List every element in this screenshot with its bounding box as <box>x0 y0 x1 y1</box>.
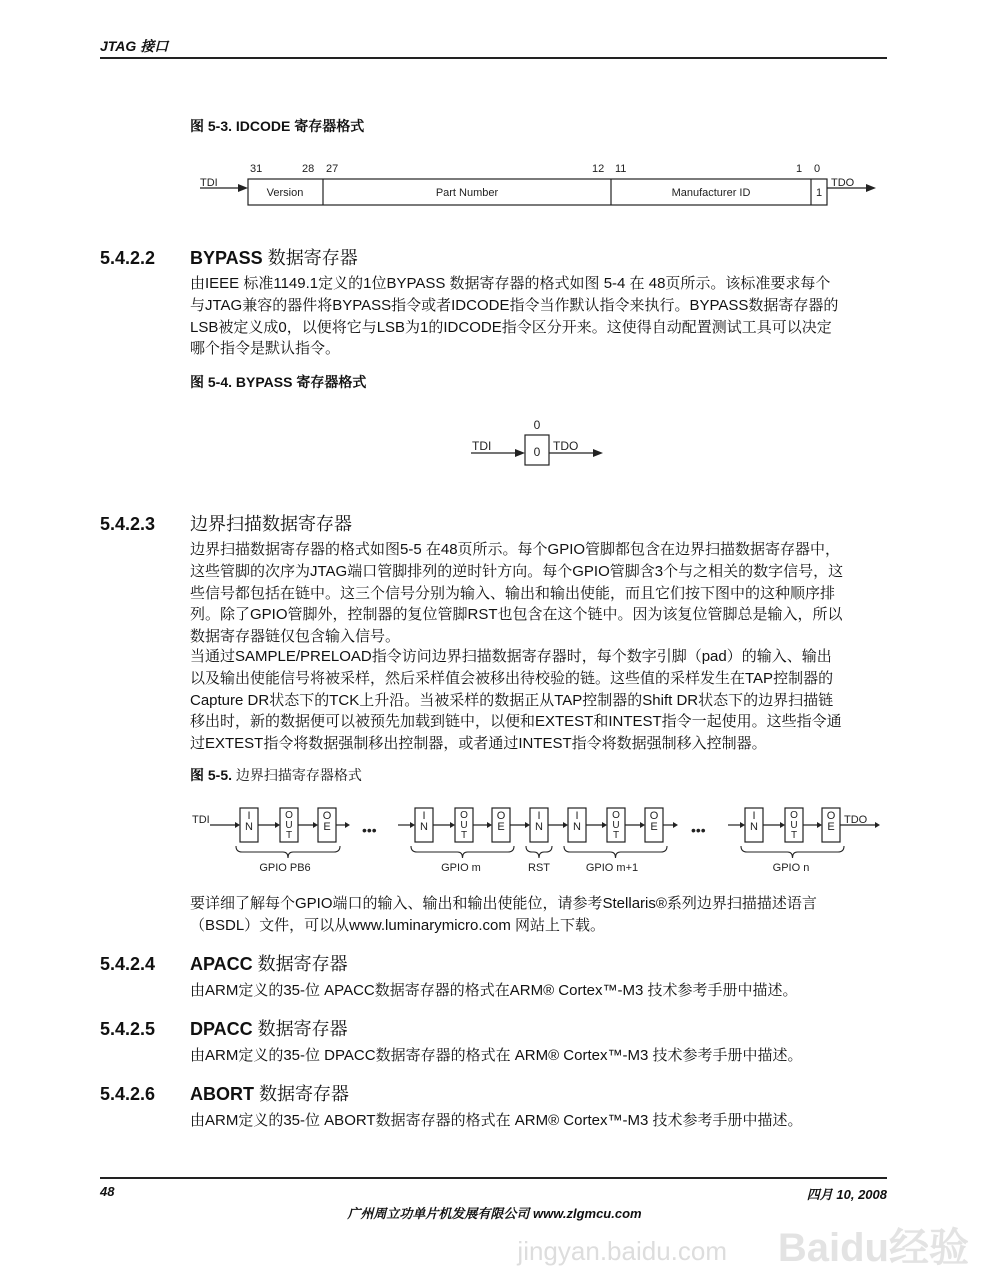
arrowhead <box>235 822 240 828</box>
caption-number: 图 5-3. <box>190 118 233 134</box>
section-title: 数据寄存器 <box>252 1019 348 1039</box>
text-line: Capture DR状态下的TCK上升沿。当被采样的数据正从TAP控制器的Shift DR状态下的边界扫描链 <box>190 691 834 709</box>
field-manufacturer-id: Manufacturer ID <box>671 187 751 199</box>
abort-text: 由ARM定义的35-位 ABORT数据寄存器的格式在 ARM® Cortex™-M3 技术参考手册中描述。 <box>190 1112 803 1129</box>
arrowhead <box>487 822 492 828</box>
idcode-register-diagram <box>190 155 890 215</box>
bit-1: 1 <box>796 163 803 175</box>
group-brace <box>526 846 552 858</box>
boundary-scan-chain-diagram <box>0 795 989 885</box>
arrowhead <box>525 822 530 828</box>
cell-label-in: IN <box>748 810 760 832</box>
arrowhead <box>450 822 455 828</box>
text-line: 要详细了解每个GPIO端口的输入、输出和输出使能位，请参考Stellaris®系列边界扫描描述语言 <box>190 895 817 912</box>
dpacc-text: 由ARM定义的35-位 DPACC数据寄存器的格式在 ARM® Cortex™-M3 技术参考手册中描述。 <box>190 1047 803 1064</box>
arrowhead <box>740 822 745 828</box>
bit-0: 0 <box>533 418 541 432</box>
arrowhead <box>673 822 678 828</box>
group-label-rst: RST <box>528 862 550 874</box>
tdi-label: TDI <box>472 439 492 453</box>
arrowhead <box>602 822 607 828</box>
field-version: Version <box>266 187 304 199</box>
bit-12: 12 <box>592 163 605 175</box>
section-number: 5.4.2.3 <box>100 514 156 534</box>
text-line: 些信号都包括在链中。这三个信号分别为输入、输出和输出使能，而且它们按下图中的这种顺序排 <box>190 584 836 602</box>
cell-label-in: IN <box>571 810 583 832</box>
bypass-register-diagram <box>465 415 615 475</box>
text-line: 哪个指令是默认指令。 <box>190 340 341 358</box>
text-line: 以及输出使能信号将被采样，然后采样值会被移出待校验的链。这些值的采样发生在TAP控制器的 <box>190 669 834 687</box>
group-label-gpio-pb6: GPIO PB6 <box>259 862 311 874</box>
group-label-gpio-m: GPIO m <box>441 862 481 874</box>
text-line: 移出时，新的数据便可以被预先加载到链中，以便和EXTEST和INTEST指令一起使用。这些指令通 <box>190 713 842 731</box>
footer-company: 广州周立功单片机发展有限公司 www.zlgmcu.com <box>347 1206 642 1221</box>
ellipsis: ••• <box>691 822 706 838</box>
ellipsis: ••• <box>362 822 377 838</box>
bit-0: 0 <box>814 163 821 175</box>
section-title-bold: DPACC <box>190 1019 253 1039</box>
section-number: 5.4.2.4 <box>100 954 156 974</box>
boundary-scan-paragraph-2 <box>190 646 842 755</box>
caption-number: 图 5-5. <box>190 767 233 783</box>
section-5-4-2-5-heading <box>100 1015 348 1041</box>
apacc-text: 由ARM定义的35-位 APACC数据寄存器的格式在ARM® Cortex™-M3 技术参考手册中描述。 <box>190 982 798 999</box>
text-line: 边界扫描数据寄存器的格式如图5-5 在48页所示。每个GPIO管脚都包含在边界扫描数据寄存器中， <box>190 541 841 558</box>
bit-31: 31 <box>250 163 263 175</box>
arrowhead <box>875 822 880 828</box>
section-title: 数据寄存器 <box>254 1084 350 1104</box>
cell-label-in: IN <box>418 810 430 832</box>
cell-label-out: OUT <box>283 810 295 840</box>
tdo-label: TDO <box>553 439 579 453</box>
page-number: 48 <box>100 1184 115 1199</box>
tdi-label: TDI <box>192 814 210 826</box>
text-line: 由IEEE 标准1149.1定义的1位BYPASS 数据寄存器的格式如图 5-4 在 48页所示。该标准要求每个 <box>190 275 831 292</box>
text-line: （BSDL）文件，可以从www.luminarymicro.com 网站上下载。 <box>190 916 606 934</box>
arrowhead <box>410 822 415 828</box>
text-line: LSB被定义成0，以便将它与LSB为1的IDCODE指令区分开来。这使得自动配置测试工具可以决定 <box>190 318 832 336</box>
figure-caption-5-5 <box>190 765 362 785</box>
text-line: 数据寄存器链仅包含输入信号。 <box>190 628 401 646</box>
footer-date: 四月 10, 2008 <box>806 1187 887 1202</box>
section-5-4-2-4-heading <box>100 950 348 976</box>
text-line: 过EXTEST指令将数据强制移出控制器，或者通过INTEST指令将数据强制移入控制器。 <box>190 735 767 753</box>
group-label-gpio-m-plus-1: GPIO m+1 <box>585 862 639 874</box>
field-lsb: 1 <box>815 187 823 199</box>
bypass-paragraph <box>190 273 838 360</box>
section-title-bold: BYPASS <box>190 248 263 268</box>
section-title: 边界扫描数据寄存器 <box>190 514 352 534</box>
cell-label-in: IN <box>533 810 545 832</box>
section-number: 5.4.2.6 <box>100 1084 156 1104</box>
caption-text: BYPASS 寄存器格式 <box>235 374 367 390</box>
arrowhead <box>563 822 568 828</box>
section-title: 数据寄存器 <box>262 248 358 268</box>
text-line: 与JTAG兼容的器件将BYPASS指令或者IDCODE指令当作默认指令来执行。BYPASS数据寄存器的 <box>190 296 839 314</box>
cell-label-out: OUT <box>610 810 622 840</box>
cell-label-in: IN <box>243 810 255 832</box>
section-5-4-2-2-heading <box>100 244 358 270</box>
figure-caption-5-4 <box>190 372 366 392</box>
caption-text: 边界扫描寄存器格式 <box>235 767 362 783</box>
cell-label-out: OUT <box>458 810 470 840</box>
text-line: 列。除了GPIO管脚外，控制器的复位管脚RST也包含在这个链中。因为该复位管脚总是输入，所以 <box>190 606 843 624</box>
bit-28: 28 <box>302 163 315 175</box>
arrowhead <box>640 822 645 828</box>
bit-11: 11 <box>615 163 627 175</box>
field-part-number: Part Number <box>435 187 499 199</box>
figure-caption-5-3 <box>190 116 364 136</box>
tdo-label: TDO <box>844 814 868 826</box>
boundary-scan-paragraph-1 <box>190 539 843 648</box>
cell-label-oe: OE <box>825 810 837 832</box>
text-line: 当通过SAMPLE/PRELOAD指令访问边界扫描数据寄存器时，每个数字引脚（pad）的输入、输出 <box>190 648 832 665</box>
section-title-bold: ABORT <box>190 1084 254 1104</box>
arrowhead <box>817 822 822 828</box>
group-brace <box>236 846 340 858</box>
group-brace <box>741 846 844 858</box>
bsdl-paragraph <box>190 893 817 937</box>
cell-label-oe: OE <box>495 810 507 832</box>
group-brace <box>564 846 667 858</box>
cell-label-oe: OE <box>648 810 660 832</box>
tdo-label: TDO <box>831 177 855 189</box>
arrowhead <box>780 822 785 828</box>
section-title-bold: APACC <box>190 954 253 974</box>
section-number: 5.4.2.5 <box>100 1019 156 1039</box>
caption-number: 图 5-4. <box>190 374 233 390</box>
running-header: JTAG 接口 <box>100 38 169 54</box>
caption-text: IDCODE 寄存器格式 <box>235 118 365 134</box>
bit-27: 27 <box>326 163 339 175</box>
arrowhead <box>313 822 318 828</box>
text-line: 这些管脚的次序为JTAG端口管脚排列的逆时针方向。每个GPIO管脚含3个与之相关的数字信号，这 <box>190 562 844 580</box>
section-5-4-2-3-heading <box>100 510 352 536</box>
cell-label-oe: OE <box>321 810 333 832</box>
watermark-url: jingyan.baidu.com <box>517 1236 727 1266</box>
tdi-label: TDI <box>200 177 218 189</box>
watermark-logo: Baidu经验 <box>777 1226 969 1270</box>
footer-rule <box>100 1177 887 1179</box>
section-number: 5.4.2.2 <box>100 248 156 268</box>
arrowhead <box>275 822 280 828</box>
group-brace <box>411 846 514 858</box>
bypass-value: 0 <box>533 445 541 459</box>
header-rule <box>100 57 887 59</box>
section-title: 数据寄存器 <box>252 954 348 974</box>
cell-label-out: OUT <box>788 810 800 840</box>
arrowhead <box>345 822 350 828</box>
group-label-gpio-n: GPIO n <box>772 862 810 874</box>
section-5-4-2-6-heading <box>100 1080 349 1106</box>
